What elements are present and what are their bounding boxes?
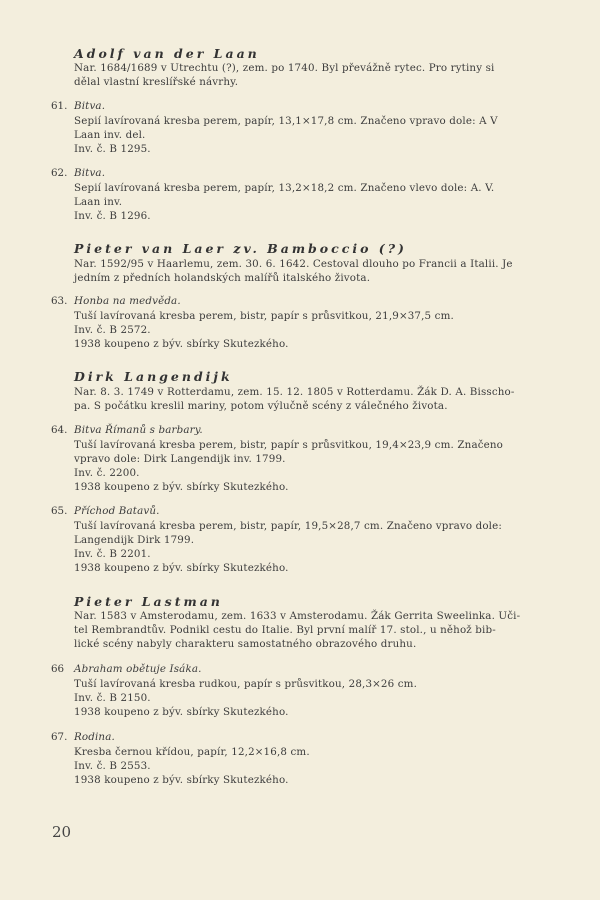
entry-number: 66 — [51, 663, 65, 675]
entry-number: 65. — [51, 505, 68, 517]
entry-line: Sepií lavírovaná kresba perem, papír, 13,1×17,8 cm. Značeno vpravo dole: A V — [74, 115, 498, 127]
entry-title: Honba na medvěda. — [74, 295, 181, 307]
page-number: 20 — [52, 823, 72, 841]
entry-line: Inv. č. B 1296. — [74, 210, 151, 222]
entry-line: Langendijk Dirk 1799. — [74, 534, 195, 546]
entry-line: 1938 koupeno z býv. sbírky Skutezkého. — [74, 562, 289, 574]
entry-line: Tuší lavírovaná kresba perem, bistr, papír s průsvitkou, 19,4×23,9 cm. Značeno — [74, 439, 504, 451]
artist-heading: Dirk Langendijk — [74, 369, 233, 384]
entry-title: Bitva. — [74, 100, 106, 112]
entry-number: 61. — [51, 100, 68, 112]
entry-line: 1938 koupeno z býv. sbírky Skutezkého. — [74, 481, 289, 493]
entry-title: Příchod Batavů. — [74, 505, 160, 517]
entry-line: Tuší lavírovaná kresba rudkou, papír s průsvitkou, 28,3×26 cm. — [74, 678, 418, 690]
entry-line: 1938 koupeno z býv. sbírky Skutezkého. — [74, 774, 289, 786]
artist-bio-line: Nar. 1583 v Amsterodamu, zem. 1633 v Amsterodamu. Žák Gerrita Sweelinka. Uči- — [74, 610, 521, 622]
entry-line: Laan inv. — [74, 196, 123, 208]
entry-line: 1938 koupeno z býv. sbírky Skutezkého. — [74, 706, 289, 718]
entry-title: Rodina. — [74, 731, 115, 743]
entry-line: 1938 koupeno z býv. sbírky Skutezkého. — [74, 338, 289, 350]
entry-line: Sepií lavírovaná kresba perem, papír, 13,2×18,2 cm. Značeno vlevo dole: A. V. — [74, 182, 495, 194]
entry-line: Laan inv. del. — [74, 129, 146, 141]
entry-line: Kresba černou křídou, papír, 12,2×16,8 cm. — [74, 746, 310, 758]
entry-title: Abraham obětuje Isáka. — [74, 663, 202, 675]
entry-title: Bitva Římanů s barbary. — [74, 424, 203, 436]
artist-bio-line: Nar. 8. 3. 1749 v Rotterdamu, zem. 15. 12. 1805 v Rotterdamu. Žák D. A. Bisscho- — [74, 386, 515, 398]
entry-line: Inv. č. B 2201. — [74, 548, 151, 560]
entry-number: 67. — [51, 731, 68, 743]
artist-heading: Pieter van Laer zv. Bamboccio (?) — [74, 241, 407, 256]
artist-heading: Pieter Lastman — [74, 594, 223, 609]
entry-number: 64. — [51, 424, 68, 436]
entry-line: Inv. č. 2200. — [74, 467, 140, 479]
entry-title: Bitva. — [74, 167, 106, 179]
entry-number: 63. — [51, 295, 68, 307]
entry-line: Inv. č. B 1295. — [74, 143, 151, 155]
entry-number: 62. — [51, 167, 68, 179]
artist-bio-line: Nar. 1592/95 v Haarlemu, zem. 30. 6. 1642. Cestoval dlouho po Francii a Italii. Je — [74, 258, 513, 270]
artist-bio-line: jedním z předních holandských malířů italského života. — [74, 272, 371, 284]
entry-line: Tuší lavírovaná kresba perem, bistr, papír, 19,5×28,7 cm. Značeno vpravo dole: — [74, 520, 502, 532]
artist-bio-line: tel Rembrandtův. Podnikl cestu do Italie. Byl první malíř 17. stol., u něhož bib- — [74, 624, 496, 636]
entry-line: Inv. č. B 2150. — [74, 692, 151, 704]
artist-heading: Adolf van der Laan — [74, 46, 260, 61]
entry-line: vpravo dole: Dirk Langendijk inv. 1799. — [74, 453, 286, 465]
artist-bio-line: pa. S počátku kreslil mariny, potom výlučně scény z válečného života. — [74, 400, 448, 412]
entry-line: Inv. č. B 2572. — [74, 324, 151, 336]
entry-line: Inv. č. B 2553. — [74, 760, 151, 772]
artist-bio-line: Nar. 1684/1689 v Utrechtu (?), zem. po 1740. Byl převážně rytec. Pro rytiny si — [74, 62, 495, 74]
entry-line: Tuší lavírovaná kresba perem, bistr, papír s průsvitkou, 21,9×37,5 cm. — [74, 310, 454, 322]
artist-bio-line: lické scény nabyly charakteru samostatného obrazového druhu. — [74, 638, 417, 650]
artist-bio-line: dělal vlastní kreslířské návrhy. — [74, 76, 239, 88]
